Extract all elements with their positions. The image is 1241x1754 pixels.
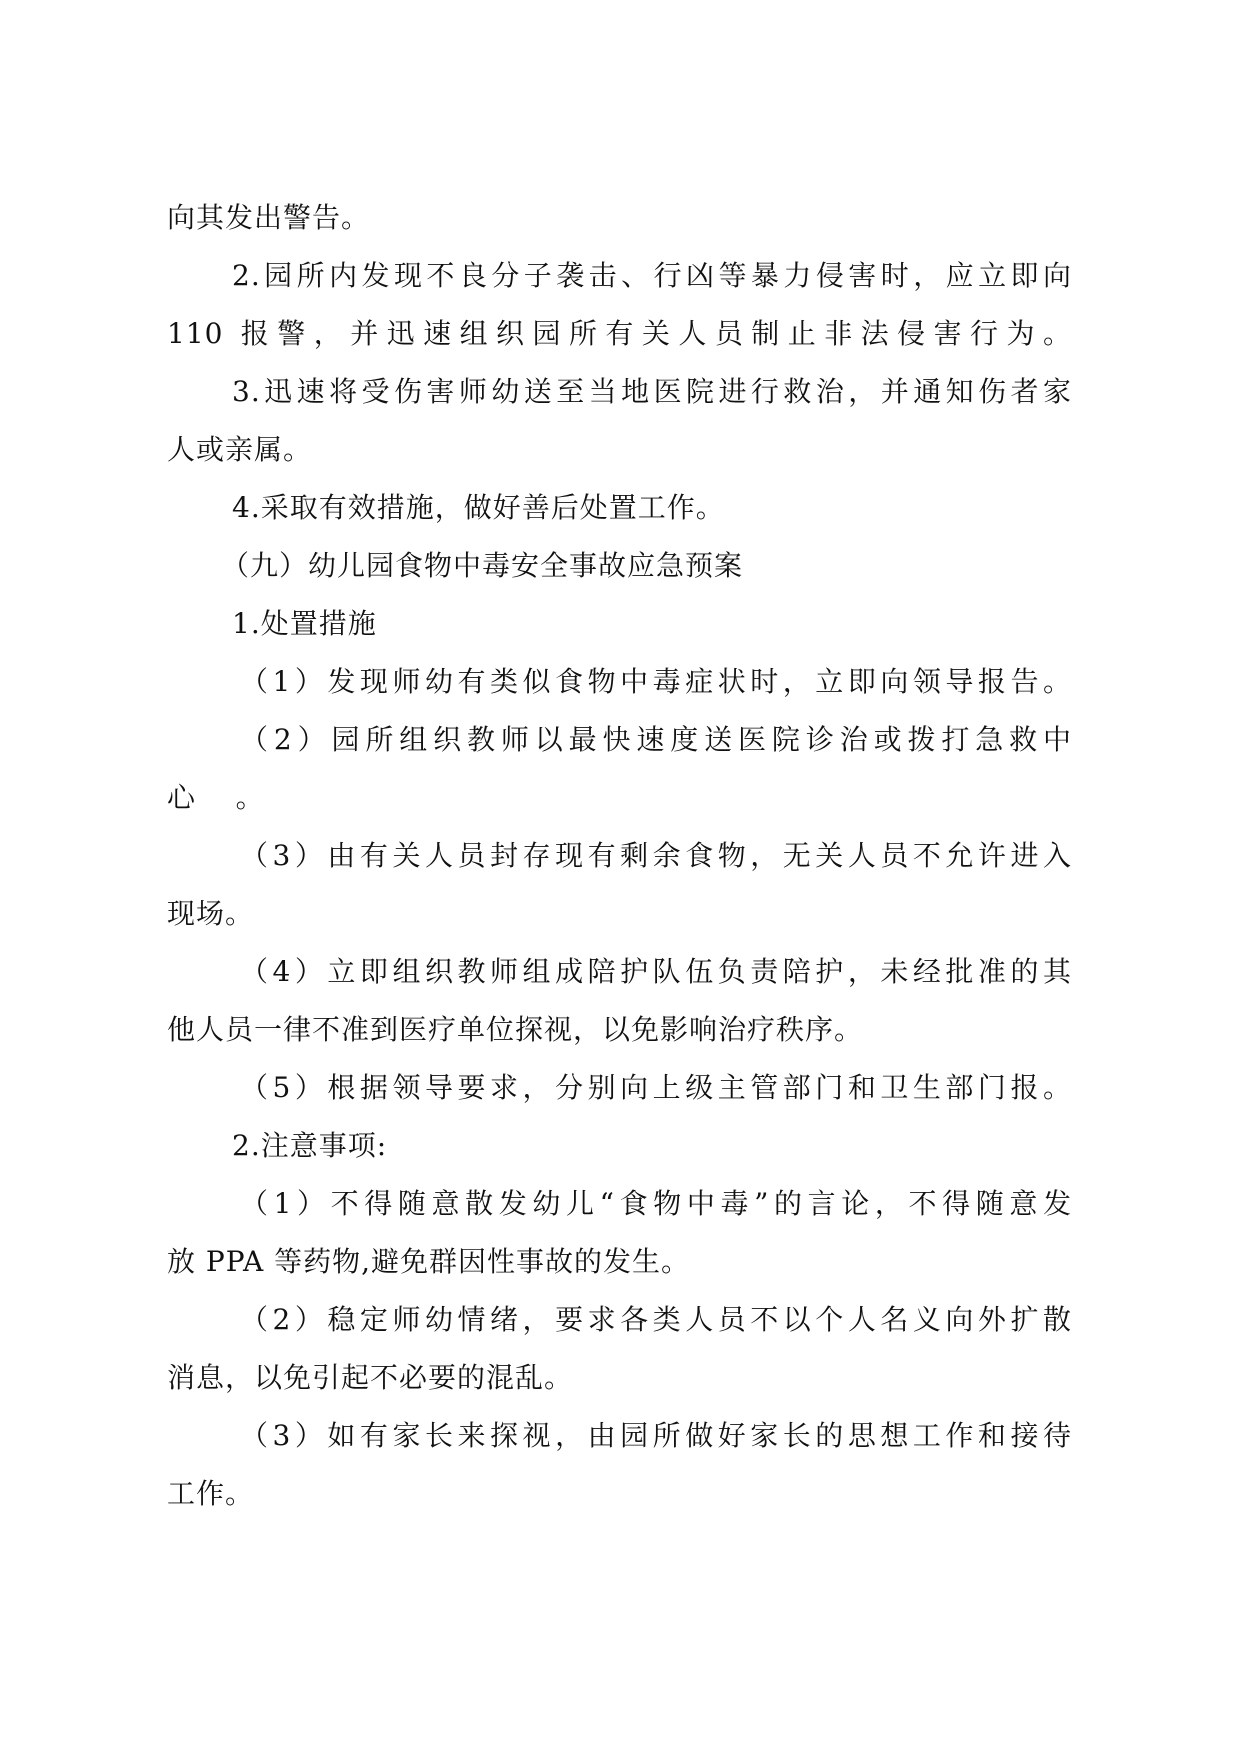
text-line: 2.注意事项: <box>232 1129 388 1162</box>
text-line: （5）根据领导要求，分别向上级主管部门和卫生部门报。 <box>240 1071 1072 1104</box>
text-line: 工作。 <box>167 1477 255 1510</box>
text-line: 2.园所内发现不良分子袭击、行凶等暴力侵害时，应立即向 <box>232 259 1072 292</box>
text-line: 放 PPA 等药物,避免群因性事故的发生。 <box>167 1245 691 1278</box>
text-line: （1）发现师幼有类似食物中毒症状时，立即向领导报告。 <box>240 665 1072 698</box>
text-line: （1）不得随意散发幼儿“食物中毒”的言论，不得随意发 <box>240 1187 1072 1220</box>
text-line: 1.处置措施 <box>232 607 377 640</box>
section-heading: （九）幼儿园食物中毒安全事故应急预案 <box>221 549 744 582</box>
text-line: （2）稳定师幼情绪，要求各类人员不以个人名义向外扩散 <box>240 1303 1072 1336</box>
text-line: （3）如有家长来探视，由园所做好家长的思想工作和接待 <box>240 1419 1072 1452</box>
text-line: （3）由有关人员封存现有剩余食物，无关人员不允许进入 <box>240 839 1072 872</box>
text-line: 4.采取有效措施，做好善后处置工作。 <box>232 491 725 524</box>
text-line: 110 报警，并迅速组织园所有关人员制止非法侵害行为。 <box>167 317 1072 350</box>
text-line: 他人员一律不准到医疗单位探视，以免影响治疗秩序。 <box>167 1013 864 1046</box>
text-line: （2）园所组织教师以最快速度送医院诊治或拨打急救中 <box>240 723 1072 756</box>
text-line: 消息，以免引起不必要的混乱。 <box>167 1361 574 1394</box>
text-line: 向其发出警告。 <box>167 201 371 234</box>
text-line: （4）立即组织教师组成陪护队伍负责陪护，未经批准的其 <box>240 955 1072 988</box>
text-line: 心 。 <box>167 781 265 814</box>
text-line: 3.迅速将受伤害师幼送至当地医院进行救治，并通知伤者家 <box>232 375 1072 408</box>
text-line: 现场。 <box>167 897 255 930</box>
text-line: 人或亲属。 <box>167 433 313 466</box>
